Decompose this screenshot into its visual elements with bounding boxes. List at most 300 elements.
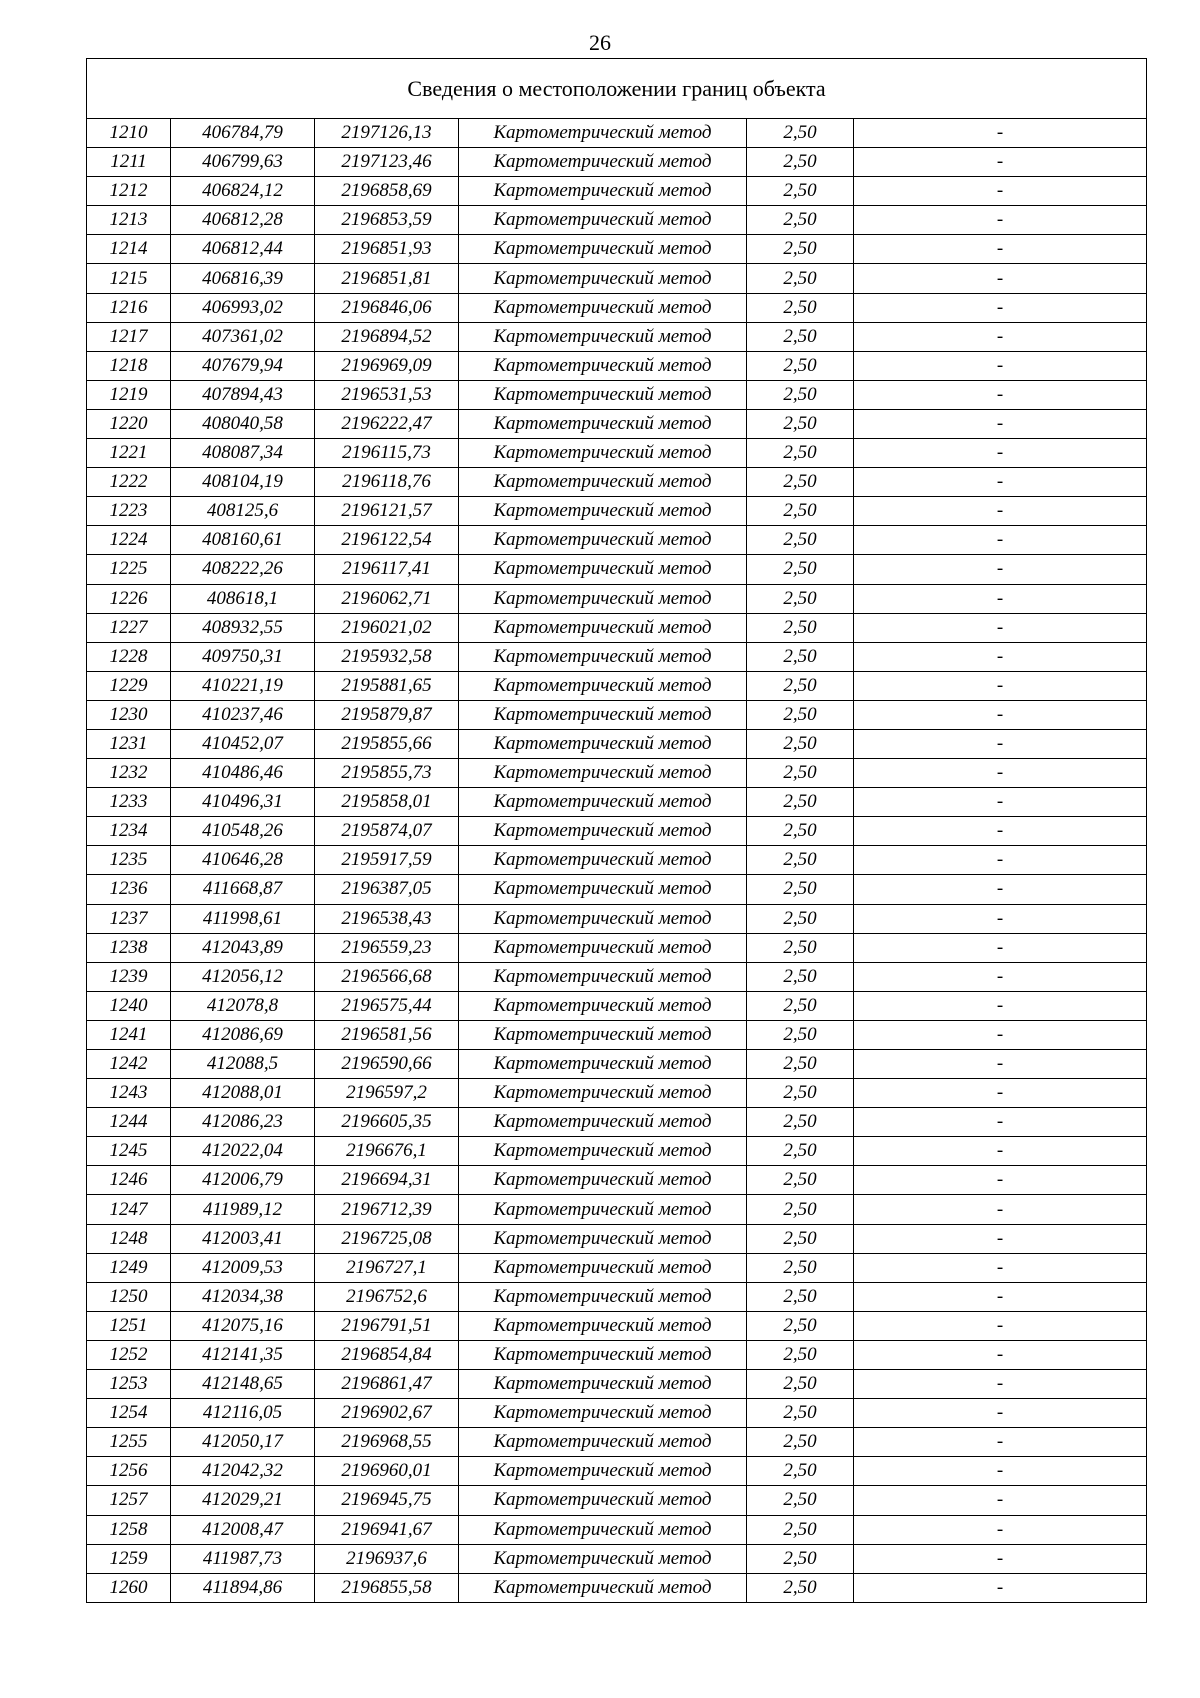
x-coordinate-cell: 412009,53 [171,1253,315,1282]
y-coordinate-cell: 2196846,06 [315,293,459,322]
x-coordinate-cell: 409750,31 [171,642,315,671]
x-coordinate-cell: 406824,12 [171,177,315,206]
description-cell: - [854,206,1147,235]
point-number-cell: 1260 [87,1573,171,1602]
table-row [87,1050,1147,1079]
accuracy-cell: 2,50 [747,788,854,817]
table-row [87,904,1147,933]
point-number-cell: 1251 [87,1311,171,1340]
table-row [87,875,1147,904]
description-cell: - [854,1399,1147,1428]
point-number-cell: 1238 [87,933,171,962]
x-coordinate-cell: 412003,41 [171,1224,315,1253]
point-number-cell: 1236 [87,875,171,904]
y-coordinate-cell: 2195879,87 [315,700,459,729]
point-number-cell: 1214 [87,235,171,264]
y-coordinate-cell: 2195932,58 [315,642,459,671]
description-cell: - [854,468,1147,497]
table-row [87,642,1147,671]
point-number-cell: 1228 [87,642,171,671]
method-cell: Картометрический метод [459,613,747,642]
x-coordinate-cell: 412043,89 [171,933,315,962]
description-cell: - [854,846,1147,875]
y-coordinate-cell: 2196062,71 [315,584,459,613]
accuracy-cell: 2,50 [747,700,854,729]
x-coordinate-cell: 412029,21 [171,1486,315,1515]
accuracy-cell: 2,50 [747,1340,854,1369]
x-coordinate-cell: 410452,07 [171,729,315,758]
table-row [87,380,1147,409]
description-cell: - [854,1340,1147,1369]
method-cell: Картометрический метод [459,904,747,933]
accuracy-cell: 2,50 [747,148,854,177]
y-coordinate-cell: 2197123,46 [315,148,459,177]
description-cell: - [854,700,1147,729]
point-number-cell: 1246 [87,1166,171,1195]
accuracy-cell: 2,50 [747,1079,854,1108]
point-number-cell: 1245 [87,1137,171,1166]
point-number-cell: 1216 [87,293,171,322]
y-coordinate-cell: 2196851,93 [315,235,459,264]
table-row [87,817,1147,846]
method-cell: Картометрический метод [459,1311,747,1340]
y-coordinate-cell: 2196387,05 [315,875,459,904]
y-coordinate-cell: 2196581,56 [315,1020,459,1049]
table-row [87,555,1147,584]
y-coordinate-cell: 2196945,75 [315,1486,459,1515]
description-cell: - [854,875,1147,904]
method-cell: Картометрический метод [459,1079,747,1108]
y-coordinate-cell: 2196712,39 [315,1195,459,1224]
point-number-cell: 1225 [87,555,171,584]
x-coordinate-cell: 410221,19 [171,671,315,700]
y-coordinate-cell: 2195858,01 [315,788,459,817]
table-row [87,613,1147,642]
accuracy-cell: 2,50 [747,380,854,409]
y-coordinate-cell: 2196590,66 [315,1050,459,1079]
x-coordinate-cell: 410646,28 [171,846,315,875]
table-row [87,729,1147,758]
accuracy-cell: 2,50 [747,555,854,584]
page-number: 26 [589,30,611,55]
description-cell: - [854,439,1147,468]
point-number-cell: 1227 [87,613,171,642]
accuracy-cell: 2,50 [747,904,854,933]
description-cell: - [854,1311,1147,1340]
x-coordinate-cell: 406812,44 [171,235,315,264]
y-coordinate-cell: 2196115,73 [315,439,459,468]
table-row [87,1486,1147,1515]
method-cell: Картометрический метод [459,729,747,758]
accuracy-cell: 2,50 [747,1282,854,1311]
y-coordinate-cell: 2196937,6 [315,1544,459,1573]
table-row [87,177,1147,206]
method-cell: Картометрический метод [459,351,747,380]
y-coordinate-cell: 2196853,59 [315,206,459,235]
method-cell: Картометрический метод [459,1457,747,1486]
x-coordinate-cell: 412088,5 [171,1050,315,1079]
x-coordinate-cell: 410548,26 [171,817,315,846]
method-cell: Картометрический метод [459,322,747,351]
point-number-cell: 1243 [87,1079,171,1108]
accuracy-cell: 2,50 [747,759,854,788]
accuracy-cell: 2,50 [747,1370,854,1399]
y-coordinate-cell: 2196902,67 [315,1399,459,1428]
table-row [87,439,1147,468]
point-number-cell: 1237 [87,904,171,933]
point-number-cell: 1222 [87,468,171,497]
description-cell: - [854,788,1147,817]
y-coordinate-cell: 2196968,55 [315,1428,459,1457]
x-coordinate-cell: 412086,23 [171,1108,315,1137]
table-row [87,206,1147,235]
x-coordinate-cell: 408222,26 [171,555,315,584]
description-cell: - [854,904,1147,933]
table-row [87,1108,1147,1137]
point-number-cell: 1231 [87,729,171,758]
accuracy-cell: 2,50 [747,322,854,351]
accuracy-cell: 2,50 [747,613,854,642]
method-cell: Картометрический метод [459,671,747,700]
method-cell: Картометрический метод [459,759,747,788]
accuracy-cell: 2,50 [747,206,854,235]
method-cell: Картометрический метод [459,1340,747,1369]
method-cell: Картометрический метод [459,962,747,991]
point-number-cell: 1213 [87,206,171,235]
y-coordinate-cell: 2196538,43 [315,904,459,933]
table-row [87,1253,1147,1282]
description-cell: - [854,1486,1147,1515]
description-cell: - [854,1370,1147,1399]
table-row [87,468,1147,497]
description-cell: - [854,991,1147,1020]
table-row [87,1079,1147,1108]
accuracy-cell: 2,50 [747,642,854,671]
x-coordinate-cell: 412006,79 [171,1166,315,1195]
accuracy-cell: 2,50 [747,1224,854,1253]
x-coordinate-cell: 407361,02 [171,322,315,351]
description-cell: - [854,613,1147,642]
y-coordinate-cell: 2196117,41 [315,555,459,584]
method-cell: Картометрический метод [459,439,747,468]
accuracy-cell: 2,50 [747,293,854,322]
x-coordinate-cell: 408618,1 [171,584,315,613]
y-coordinate-cell: 2195874,07 [315,817,459,846]
x-coordinate-cell: 408040,58 [171,409,315,438]
description-cell: - [854,497,1147,526]
description-cell: - [854,1195,1147,1224]
accuracy-cell: 2,50 [747,1486,854,1515]
x-coordinate-cell: 412116,05 [171,1399,315,1428]
point-number-cell: 1224 [87,526,171,555]
description-cell: - [854,409,1147,438]
point-number-cell: 1253 [87,1370,171,1399]
y-coordinate-cell: 2196855,58 [315,1573,459,1602]
description-cell: - [854,555,1147,584]
x-coordinate-cell: 412086,69 [171,1020,315,1049]
description-cell: - [854,322,1147,351]
description-cell: - [854,351,1147,380]
point-number-cell: 1248 [87,1224,171,1253]
point-number-cell: 1244 [87,1108,171,1137]
point-number-cell: 1249 [87,1253,171,1282]
method-cell: Картометрический метод [459,1195,747,1224]
accuracy-cell: 2,50 [747,1020,854,1049]
method-cell: Картометрический метод [459,700,747,729]
table-row [87,671,1147,700]
accuracy-cell: 2,50 [747,962,854,991]
table-row [87,846,1147,875]
x-coordinate-cell: 411894,86 [171,1573,315,1602]
y-coordinate-cell: 2196791,51 [315,1311,459,1340]
x-coordinate-cell: 412008,47 [171,1515,315,1544]
accuracy-cell: 2,50 [747,497,854,526]
accuracy-cell: 2,50 [747,264,854,293]
table-row [87,409,1147,438]
description-cell: - [854,642,1147,671]
y-coordinate-cell: 2196676,1 [315,1137,459,1166]
method-cell: Картометрический метод [459,1224,747,1253]
method-cell: Картометрический метод [459,875,747,904]
x-coordinate-cell: 408125,6 [171,497,315,526]
table-row [87,1340,1147,1369]
x-coordinate-cell: 407679,94 [171,351,315,380]
table-row [87,933,1147,962]
method-cell: Картометрический метод [459,788,747,817]
y-coordinate-cell: 2196854,84 [315,1340,459,1369]
point-number-cell: 1220 [87,409,171,438]
boundary-coordinates-table [86,58,1147,1603]
method-cell: Картометрический метод [459,817,747,846]
method-cell: Картометрический метод [459,409,747,438]
point-number-cell: 1242 [87,1050,171,1079]
x-coordinate-cell: 412042,32 [171,1457,315,1486]
description-cell: - [854,1544,1147,1573]
method-cell: Картометрический метод [459,1370,747,1399]
table-row [87,1311,1147,1340]
table-row [87,148,1147,177]
accuracy-cell: 2,50 [747,235,854,264]
x-coordinate-cell: 412075,16 [171,1311,315,1340]
point-number-cell: 1212 [87,177,171,206]
y-coordinate-cell: 2196694,31 [315,1166,459,1195]
table-title-row [87,59,1147,119]
point-number-cell: 1229 [87,671,171,700]
y-coordinate-cell: 2196960,01 [315,1457,459,1486]
y-coordinate-cell: 2196851,81 [315,264,459,293]
accuracy-cell: 2,50 [747,1195,854,1224]
method-cell: Картометрический метод [459,1137,747,1166]
x-coordinate-cell: 410237,46 [171,700,315,729]
point-number-cell: 1234 [87,817,171,846]
method-cell: Картометрический метод [459,1544,747,1573]
description-cell: - [854,293,1147,322]
x-coordinate-cell: 412078,8 [171,991,315,1020]
method-cell: Картометрический метод [459,206,747,235]
table-row [87,1457,1147,1486]
y-coordinate-cell: 2196222,47 [315,409,459,438]
x-coordinate-cell: 406816,39 [171,264,315,293]
accuracy-cell: 2,50 [747,1515,854,1544]
accuracy-cell: 2,50 [747,1050,854,1079]
y-coordinate-cell: 2196118,76 [315,468,459,497]
method-cell: Картометрический метод [459,1428,747,1457]
point-number-cell: 1259 [87,1544,171,1573]
description-cell: - [854,1050,1147,1079]
description-cell: - [854,526,1147,555]
table-row [87,235,1147,264]
description-cell: - [854,817,1147,846]
description-cell: - [854,264,1147,293]
table-row [87,788,1147,817]
x-coordinate-cell: 411987,73 [171,1544,315,1573]
point-number-cell: 1223 [87,497,171,526]
description-cell: - [854,177,1147,206]
point-number-cell: 1241 [87,1020,171,1049]
point-number-cell: 1239 [87,962,171,991]
accuracy-cell: 2,50 [747,468,854,497]
point-number-cell: 1226 [87,584,171,613]
table-row [87,1020,1147,1049]
x-coordinate-cell: 412034,38 [171,1282,315,1311]
x-coordinate-cell: 410486,46 [171,759,315,788]
point-number-cell: 1218 [87,351,171,380]
method-cell: Картометрический метод [459,1050,747,1079]
method-cell: Картометрический метод [459,148,747,177]
y-coordinate-cell: 2196941,67 [315,1515,459,1544]
table-row [87,759,1147,788]
x-coordinate-cell: 406799,63 [171,148,315,177]
method-cell: Картометрический метод [459,293,747,322]
y-coordinate-cell: 2196605,35 [315,1108,459,1137]
description-cell: - [854,1020,1147,1049]
method-cell: Картометрический метод [459,1399,747,1428]
accuracy-cell: 2,50 [747,1137,854,1166]
method-cell: Картометрический метод [459,1486,747,1515]
description-cell: - [854,1282,1147,1311]
y-coordinate-cell: 2196575,44 [315,991,459,1020]
table-row [87,264,1147,293]
description-cell: - [854,1253,1147,1282]
y-coordinate-cell: 2195855,66 [315,729,459,758]
point-number-cell: 1256 [87,1457,171,1486]
x-coordinate-cell: 406812,28 [171,206,315,235]
method-cell: Картометрический метод [459,1108,747,1137]
table-row [87,1573,1147,1602]
y-coordinate-cell: 2196021,02 [315,613,459,642]
table-title: Сведения о местоположении границ объекта [87,59,1147,119]
accuracy-cell: 2,50 [747,1573,854,1602]
table-row [87,584,1147,613]
description-cell: - [854,1224,1147,1253]
y-coordinate-cell: 2196858,69 [315,177,459,206]
y-coordinate-cell: 2196597,2 [315,1079,459,1108]
table-row [87,526,1147,555]
table-row [87,119,1147,148]
description-cell: - [854,1137,1147,1166]
y-coordinate-cell: 2195855,73 [315,759,459,788]
method-cell: Картометрический метод [459,642,747,671]
description-cell: - [854,962,1147,991]
point-number-cell: 1255 [87,1428,171,1457]
accuracy-cell: 2,50 [747,1311,854,1340]
y-coordinate-cell: 2196531,53 [315,380,459,409]
point-number-cell: 1252 [87,1340,171,1369]
accuracy-cell: 2,50 [747,729,854,758]
table-row [87,1137,1147,1166]
method-cell: Картометрический метод [459,1573,747,1602]
point-number-cell: 1230 [87,700,171,729]
accuracy-cell: 2,50 [747,1253,854,1282]
description-cell: - [854,671,1147,700]
x-coordinate-cell: 412022,04 [171,1137,315,1166]
point-number-cell: 1247 [87,1195,171,1224]
accuracy-cell: 2,50 [747,846,854,875]
description-cell: - [854,148,1147,177]
x-coordinate-cell: 407894,43 [171,380,315,409]
y-coordinate-cell: 2196725,08 [315,1224,459,1253]
accuracy-cell: 2,50 [747,671,854,700]
method-cell: Картометрический метод [459,497,747,526]
y-coordinate-cell: 2196861,47 [315,1370,459,1399]
description-cell: - [854,1457,1147,1486]
method-cell: Картометрический метод [459,1166,747,1195]
x-coordinate-cell: 408104,19 [171,468,315,497]
accuracy-cell: 2,50 [747,991,854,1020]
y-coordinate-cell: 2196727,1 [315,1253,459,1282]
x-coordinate-cell: 408087,34 [171,439,315,468]
description-cell: - [854,1108,1147,1137]
point-number-cell: 1250 [87,1282,171,1311]
point-number-cell: 1257 [87,1486,171,1515]
method-cell: Картометрический метод [459,555,747,584]
table-row [87,1166,1147,1195]
table-row [87,991,1147,1020]
point-number-cell: 1211 [87,148,171,177]
description-cell: - [854,1573,1147,1602]
accuracy-cell: 2,50 [747,875,854,904]
method-cell: Картометрический метод [459,1253,747,1282]
table-row [87,1282,1147,1311]
method-cell: Картометрический метод [459,1020,747,1049]
y-coordinate-cell: 2196559,23 [315,933,459,962]
accuracy-cell: 2,50 [747,409,854,438]
accuracy-cell: 2,50 [747,439,854,468]
table-row [87,1399,1147,1428]
y-coordinate-cell: 2196894,52 [315,322,459,351]
x-coordinate-cell: 406993,02 [171,293,315,322]
accuracy-cell: 2,50 [747,119,854,148]
point-number-cell: 1235 [87,846,171,875]
table-row [87,1544,1147,1573]
accuracy-cell: 2,50 [747,584,854,613]
accuracy-cell: 2,50 [747,1428,854,1457]
x-coordinate-cell: 411989,12 [171,1195,315,1224]
description-cell: - [854,380,1147,409]
description-cell: - [854,584,1147,613]
table-row [87,700,1147,729]
accuracy-cell: 2,50 [747,1166,854,1195]
accuracy-cell: 2,50 [747,817,854,846]
point-number-cell: 1232 [87,759,171,788]
table-row [87,962,1147,991]
point-number-cell: 1219 [87,380,171,409]
table-body [87,119,1147,1603]
table-row [87,1515,1147,1544]
accuracy-cell: 2,50 [747,1457,854,1486]
accuracy-cell: 2,50 [747,1399,854,1428]
y-coordinate-cell: 2195881,65 [315,671,459,700]
